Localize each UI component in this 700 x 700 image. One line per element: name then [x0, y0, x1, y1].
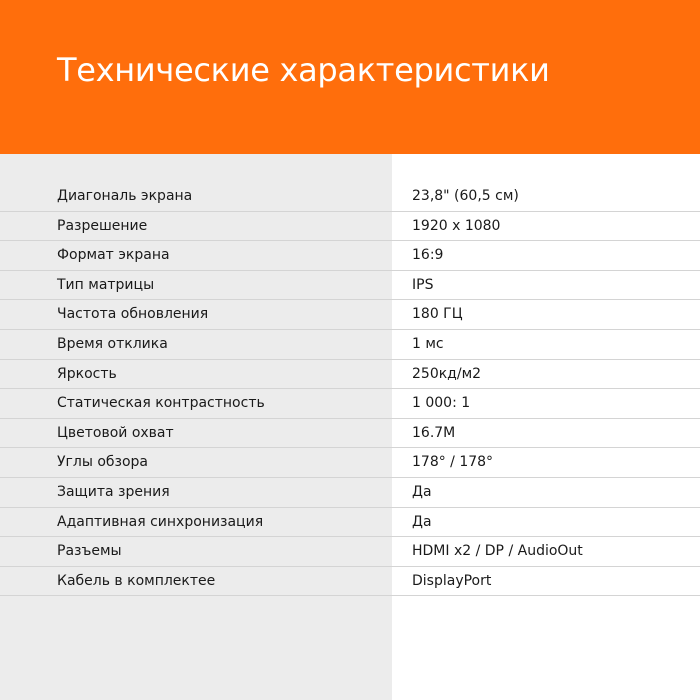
spec-value: 16.7M	[412, 424, 456, 441]
spec-row	[0, 419, 700, 449]
spec-row	[0, 360, 700, 390]
spec-row	[0, 212, 700, 242]
spec-table	[0, 182, 700, 596]
spec-value: 23,8" (60,5 см)	[412, 188, 519, 204]
spec-label: Тип матрицы	[57, 276, 155, 293]
spec-row	[0, 241, 700, 271]
spec-label: Частота обновления	[57, 306, 209, 323]
spec-label: Время отклика	[57, 335, 168, 352]
spec-label: Формат экрана	[57, 247, 170, 264]
spec-label: Разрешение	[57, 217, 148, 234]
spec-value: 16:9	[412, 247, 444, 264]
spec-value: 178° / 178°	[412, 454, 494, 471]
spec-value: HDMI x2 / DP / AudioOut	[412, 543, 583, 560]
spec-label: Разъемы	[57, 543, 122, 560]
spec-label: Защита зрения	[57, 483, 170, 500]
spec-value: IPS	[412, 276, 434, 293]
spec-label: Цветовой охват	[57, 424, 174, 441]
header-banner	[0, 0, 700, 154]
spec-value: 180 ГЦ	[412, 306, 463, 323]
spec-value: 1920 x 1080	[412, 217, 501, 234]
spec-label: Адаптивная синхронизация	[57, 513, 264, 530]
spec-row	[0, 182, 700, 212]
spec-row	[0, 508, 700, 538]
spec-value: DisplayPort	[412, 572, 492, 589]
spec-label: Статическая контрастность	[57, 395, 265, 412]
spec-row	[0, 330, 700, 360]
spec-label: Диагональ экрана	[57, 188, 193, 204]
spec-value: 1 000: 1	[412, 395, 471, 412]
page-title: Технические характеристики	[57, 51, 550, 89]
spec-value: 1 мс	[412, 335, 444, 352]
spec-row	[0, 300, 700, 330]
spec-value: Да	[412, 513, 432, 530]
spec-label: Кабель в комплектее	[57, 572, 216, 589]
spec-value: Да	[412, 483, 432, 500]
spec-row	[0, 537, 700, 567]
spec-value: 250кд/м2	[412, 365, 482, 382]
spec-row	[0, 389, 700, 419]
spec-row	[0, 448, 700, 478]
spec-label: Углы обзора	[57, 454, 149, 471]
spec-row	[0, 478, 700, 508]
spec-row	[0, 567, 700, 597]
spec-label: Яркость	[57, 365, 117, 382]
spec-row	[0, 271, 700, 301]
